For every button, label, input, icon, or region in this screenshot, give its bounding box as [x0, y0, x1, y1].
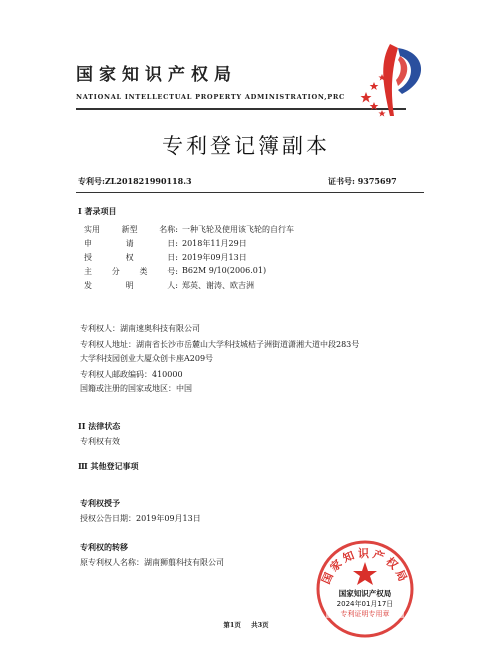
seal-label: 专利证明专用章: [340, 610, 390, 618]
bib-row-label-part: 授: [84, 253, 92, 262]
bib-row-label-part: 类: [139, 267, 148, 276]
transfer-heading: 专利权的转移: [80, 542, 128, 552]
seal-inner-text: 国家知识产权局: [338, 589, 392, 598]
seal-top-text: 国家知识产权局: [319, 547, 411, 587]
holder-name: 专利权人：湖南速奥科技有限公司: [80, 324, 200, 333]
bib-row-label-part: 申: [84, 239, 92, 248]
section-1-heading: I 著录项目: [78, 206, 117, 216]
bib-row-label-part: 明: [125, 281, 134, 290]
bib-row-label: [84, 238, 178, 249]
bib-row-value: B62M 9/10(2006.01): [182, 266, 267, 275]
bib-row-label-part: 日:: [167, 253, 178, 262]
cnipa-logo-icon: [352, 40, 436, 120]
bib-row-value: 郑英、谢涛、欧吉洲: [182, 281, 254, 290]
seal-date: 2024年01月17日: [336, 600, 394, 608]
bib-row-value: 2018年11月29日: [182, 239, 247, 248]
bib-row-label-part: 人:: [167, 281, 178, 290]
meta-rule: [76, 192, 424, 193]
page-footer: [0, 620, 492, 629]
grant-date: 授权公告日期：2019年09月13日: [80, 514, 201, 523]
section-2-heading: II 法律状态: [78, 421, 121, 431]
bib-row-label-part: 主: [84, 267, 92, 276]
bib-row-label-part: 名称:: [159, 225, 178, 234]
org-name-cn: 国家知识产权局: [76, 65, 237, 85]
bib-row-value: 一种飞轮及使用该飞轮的自行车: [182, 225, 294, 234]
bib-row-label-part: 新型: [121, 225, 138, 234]
holder-address-cont: 大学科技园创业大厦众创卡座A209号: [80, 354, 214, 363]
certificate-number: 证书号: 9375697: [328, 176, 397, 186]
bib-row-label: [84, 266, 178, 277]
page-number: 第1页: [223, 621, 241, 629]
holder-postcode: 专利权人邮政编码：410000: [80, 370, 183, 379]
bib-row-label-part: 分: [111, 267, 120, 276]
bib-row-label: [84, 280, 178, 291]
bib-row-label-part: 权: [125, 253, 134, 262]
bib-row-label-part: 实用: [84, 225, 100, 234]
grant-heading: 专利权授予: [80, 498, 120, 508]
bib-row-label: [84, 252, 178, 263]
bib-row-label-part: 日:: [167, 239, 178, 248]
holder-address: 专利权人地址：湖南省长沙市岳麓山大学科技城桔子洲街道潇湘大道中段283号: [80, 340, 360, 349]
org-name-en: NATIONAL INTELLECTUAL PROPERTY ADMINISTRATION,PRC: [76, 93, 345, 101]
bib-row-label: [84, 224, 178, 235]
bib-row-label-part: 号:: [167, 267, 178, 276]
holder-country: 国籍或注册的国家或地区：中国: [80, 384, 192, 393]
legal-status: 专利权有效: [80, 437, 120, 446]
patent-number: 专利号:ZL201821990118.3: [78, 176, 192, 186]
bib-row-value: 2019年09月13日: [182, 253, 247, 262]
section-3-heading: Ⅲ 其他登记事项: [78, 461, 139, 471]
former-holder: 原专利权人名称：湖南狮翦科技有限公司: [80, 558, 224, 567]
bib-row-label-part: 请: [125, 239, 134, 248]
page-total: 共3页: [251, 621, 269, 629]
bib-row-label-part: 发: [84, 281, 92, 290]
document-title: 专利登记簿副本: [162, 134, 330, 158]
